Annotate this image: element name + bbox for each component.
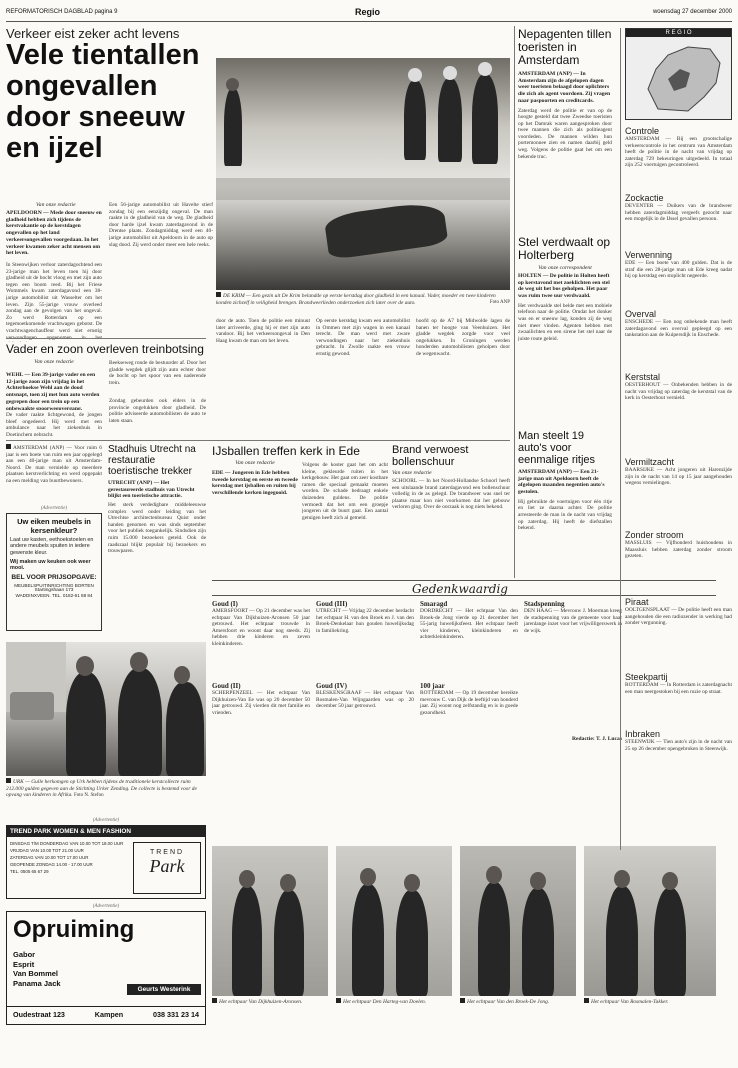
brand-3: Panama Jack [13,978,61,988]
holterberg-headline: Stel verdwaalt op Holterberg [518,235,611,262]
nepagenten-article [518,28,612,228]
main-body-5: door de auto. Toen de politie een minuut later arriveerde, ging hij er met zijn auto vandoor. Bij het verkeersongeval in Den Haag kwam de man om het leven. [216,318,310,344]
ad-meubels-text: Laat uw kasten, eethoekstoelen en andere meubels spuiten in iedere gewenste kleur. [10,537,94,556]
sidebar-item-title: Overval [625,309,657,319]
couple-photo-2 [336,846,452,996]
trendpark-logo-top: TREND [149,849,185,856]
sidebar-item [625,372,732,454]
ad-meubels-subtitle: Wij maken uw keuken ook weer mooi. [10,559,91,572]
photo-credit: Foto ANP [489,299,510,305]
brand-2: Van Bommel [13,969,59,978]
geurts-logo: Geurts Westerink [127,984,201,995]
main-article [6,26,510,386]
sidebar-item-text: OOLTGENSPLAAT — De politie heeft een man aangehouden die een radiozender in werking had zonder vergunning. [625,607,732,627]
couple-photo-3 [460,846,576,996]
nepagenten-headline: Nepagenten tillen toeristen in Amsterdam [518,27,612,67]
sidebar-item-text: MASSLUIS — Vijfhonderd huishoudens in Maassluis hebben zaterdag zonder stroom gezeten. [625,540,732,560]
sidebar-item-text: OESTERHOUT — Onbekenden hebben in de nacht van vrijdag op zaterdag de kerststal van de kerk in Oesterhout vernield. [625,382,732,402]
train-headline: Vader en zoon overleven treinbotsing [6,342,204,356]
gedenk-item-2-text: UTRECHT — Vrijdag 22 december herdacht het echtpaar H. van den Broek en J. van den Broek-Denkelaar hun gouden huwelijksdag in familiekring. [316,608,414,634]
ad-meubels-company: MEUBELSPUITINRICHTING BORTEN [14,583,94,589]
gedenk-item-6-text: DEN HAAG — Mevrouw J. Moerman kreeg de stadspenning van de gemeente voor haar jarenlange inzet voor het vrijwilligerswerk in de wijk. [524,608,622,634]
couple-caption-4: Het echtpaar Van Rosmalen-Takker. [584,998,716,1006]
train-body-1: De vader raakte lichtgewond, de jongen bleef ongedeerd. Hij werd met een ambulance naar het ziekenhuis in Doetinchem gebracht. [6,412,102,436]
section-title: Regio [355,7,381,17]
ad-meubels-call: BEL VOOR PRIJSOPGAVE: [11,574,97,582]
ijsballen-headline: IJsballen treffen kerk in Ede [212,444,360,458]
sidebar-item-title: Verwenning [625,250,673,260]
sidebar-item-title: Controle [625,126,660,136]
photo-caption: DE KRIM — Een gezin uit De Krim belandde op eerste kerstdag door gladheid in een kanaal. Vader, moeder en twee kinderen konden zichzelf in veiligheid brengen. Brandweerlieden onderzoeken zich later over de auto. Foto ANP [216,293,510,306]
sidebar-item [625,672,732,726]
sidebar-item-text: STEENWIJK — Tien auto's zijn in de nacht van 25 op 26 december opengebroken in Steenwijk. [625,739,732,752]
gedenk-item-5-text: ROTTERDAM — Op 19 december bereikte mevrouw C. van Dijk de leeftijd van honderd jaar. Zij woont nog zelfstandig en is in goede gezondheid. [420,690,518,716]
gedenk-col-4 [524,600,622,840]
holterberg-lead: HOLTEN — De politie in Holten heeft op kerstavond met zoeklichten een stel de weg uit het bos geholpen. Het paar was ruim twee uur verdwaald. [518,273,610,300]
byline: Van onze redactie [36,202,76,208]
gedenk-credit: Redactie: T. J. Lucas [572,736,622,742]
ijsballen-lead: EDE — Jongeren in Ede hebben tweede kerstdag en eerste en tweede kerstdag met ijsballen en ruiten bij verschillende kerken ingegooid. [212,470,298,497]
sidebar-item-text: BAARSIJKE — Acht jongeren uit Harenzijde zijn in de nacht van 14 op 15 jaar aangehouden wegens vernielingen. [625,467,732,487]
sidebar-item [625,457,732,527]
ad-meubels-address: Startingshaan 173 [34,588,74,594]
masthead [6,6,732,22]
holterberg-body: Het verdwaalde stel belde met een mobiele telefoon naar de politie. Omdat het donker was en er sneeuw lag, konden zij de weg niet meer vinden. Agenten hebben met zwaailichten en een sirene het stel naar de juiste route geleid. [518,302,612,342]
stadhuis-headline: Stadhuis Utrecht na restauratie toeristische trekker [108,444,196,477]
gedenk-item-6-title: Stadspenning [524,600,565,608]
main-body-2: Een 56-jarige automobilist uit Havelte stierf zondag bij een eenzijdig ongeval. De man raakte in de gladheid van de weg. De gladheid door harde ijzel kwam zaterdagavond in de Drentse plaats. Zondagmiddag werd een 40-jarige automobilist uit Apeldoorn in de auto op slag dood. Zij werd onder meer een hele reeks. [109,202,213,248]
sidebar-item [625,250,732,306]
couple-photo-4 [584,846,716,996]
autos-headline: Man steelt 19 auto's voor eenmalige ritjes [518,430,596,466]
ad-opruiming-title: Opruiming [13,916,135,943]
gedenk-item-3-title: Goud (IV) [316,682,347,690]
train-byline: Van onze redactie [34,359,74,365]
ad-trendpark-title: TREND PARK WOMEN & MEN FASHION [7,826,205,837]
gedenk-item-4-text: DORDRECHT — Het echtpaar Van den Broek-de Jong vierde op 21 december het 55-jarig huwelijksfeest. Het echtpaar heeft vier kinderen, kleinkinderen en achterkleinkinderen. [420,608,518,641]
main-body-1: In Steenwijken verloor zaterdagochtend een 23-jarige man het leven toen hij door gladheid uit de bocht vloog en met zijn auto tegen een boom reed. Bij het Friese Wommels kwam zaterdagavond een 38-jarige automobilist uit Wasselter om het leven. Zijn 55-jarige vrouw overleed zondag aan de gevolgen van het ongeval. Zo werd Rotterdam op een tegemoetkomende vrachtwagen gebotst. De vrachtwagenchauffeur werd niet ernstig [6,262,102,334]
sidebar-item [625,126,732,190]
gedenk-item-0-text: AMERSFOORT — Op 21 december was het echtpaar Van Dijkhuizen-Aronsen 50 jaar getrouwd. Het echtpaar trouwde in Amersfoort en woont daar nog steeds. Zij hebben drie kinderen en zeven kleinkinderen. [212,608,310,647]
sidebar-item [625,530,732,594]
issue-date: woensdag 27 december 2000 [652,9,732,15]
train-body-2: Beekseweg ronde de bestuurder af. Door het gladde wegdek glijdt zijn auto echter door de bocht op het spoor van een naderende trein. [109,360,206,386]
autos-lead: AMSTERDAM (ANP) — Een 21-jarige man uit Apeldoorn heeft de afgelopen maanden negentien auto's gestolen. [518,469,605,496]
urk-caption: URK — Gulle herkomgen op Urk hebben tijdens de traditionele kerstcollecte ruim 212.000 gulden gegeven aan de Stichting Urker Zending. De collecte is bestemd voor de opvang van kinderen in Afrika. Foto N. Stefon [6,779,197,798]
brand-0: Gabor [13,950,36,959]
gedenk-item-3-text: BLESKENSGRAAF — Het echtpaar Van Rosmalen-Van Wijngaarden was op 20 december 50 jaar getrouwd. [316,690,414,710]
regio-banner [625,28,732,120]
sidebar-item [625,193,732,247]
sidebar-item-title: Zockactie [625,193,664,203]
trendpark-logo [133,842,201,894]
brand-1: Esprit [13,959,35,969]
sidebar-item-title: Kerststal [625,372,661,382]
couple-caption-1: Het echtpaar Van Dijkhuizen-Aronsen. [212,998,328,1006]
gedenk-item-5-title: 100 jaar [420,682,445,690]
stadhuis-article [108,444,206,584]
urk-photo [6,642,206,776]
ijsballen-article [212,444,388,579]
sidebar-item-title: Vermiltzacht [625,457,675,467]
brand-body: SCHOORL — In het Noord-Hollandse Schoorl heeft een uitslaande brand zaterdagavond een bollenschuur volledig in de as gelegd. De brandweer was snel ter plaatse maar kon niet voorkomen dat het gebouw verloren ging. Over de oorzaak is nog niets bekend. [392,478,510,511]
left-brief: AMSTERDAM (ANP) — Voor ruim 6 jaar is een boete van ruim een jaar opgelegd aan een 40-jarige man uit Amsterdam-Noord. De man vernielde op meerdere plaatsen kerstverlichting en werd opgepakt na een melding van buurtbewoners. [6,445,102,484]
ad-address: Oudestraat 123 [13,1010,65,1019]
ad-trendpark-hours-1: VRIJDAG VAN 10.00 TOT 21.00 UUR [10,848,84,853]
paper-name: REFORMATORISCH DAGBLAD pagina 9 [6,9,118,15]
ad-opruiming[interactable] [6,904,206,1026]
main-body-6: Op eerste kerstdag kwam een automobilist in Ommen met zijn wagen in een kanaal terecht. De man werd met zware verwondingen naar het ziekenhuis gebracht. In Zwolle raakte een vrouw ernstig gewond. [316,318,410,357]
gedenkwaardig-title: Gedenkwaardig [412,582,508,596]
gedenk-col-1 [212,600,310,840]
gedenk-col-3 [420,600,518,840]
sidebar-item-text: AMSTERDAM — Bij een grootschalige verkeerscontrole in het centrum van Amsterdam heeft de politie in de nacht van vrijdag op zaterdag 729 bekeuringen uitgedeeld. In totaal zijn 252 voertuigen gecontroleerd. [625,136,732,169]
nepagenten-body: Zaterdag werd de politie er van op de hoogte gesteld dat twee Zweedse toeristen op het Damrak waren aangesproken door twee mannen die zich als politieagent voordeden. De mannen wilden hun portemonnee zien en namen daarbij geld weg. Volgens de politie gaat het om een bekende truc. [518,107,612,160]
nepagenten-lead: AMSTERDAM (ANP) — In Amsterdam zijn de afgelopen dagen weer toeristen belaagd door oplichters die zich als agent voordoen. Zij vragen naar paspoorten en creditcards. [518,71,611,104]
brand-headline: Brand verwoest bollenschuur [392,444,469,468]
sidebar-item-title: Piraat [625,597,649,607]
ad-label: (Advertentie) [40,506,68,511]
holterberg-article [518,236,612,426]
sidebar-item-text: DEVENTER — Duikers van de brandweer hebben zaterdagmiddag vergeefs gezocht naar een mogelijk in de IJssel gevallen persoon. [625,203,732,223]
couple-caption-2: Het echtpaar Den Harteg-van Doelen. [336,998,452,1006]
train-lead: WEHL — Een 39-jarige vader en een 12-jarige zoon zijn vrijdag in het Achterhoekse Wehl aan de dood ontsnapt, toen zij met hun auto werden gegrepen door een trein op een onbewaakte spoorwegovergang. [6,372,100,410]
crash-photo [216,58,510,290]
ad-meubels-city: WADDINXVEEN. TEL. 0182-61 88 84 [15,593,93,599]
kicker: Verkeer eist zeker acht levens [6,26,180,41]
gedenk-col-2 [316,600,414,840]
netherlands-map-icon [628,39,734,119]
ad-trendpark-hours-0: DINSDAG T/M DONDERDAG VAN 10.00 TOT 18.00 UUR [10,841,124,846]
sidebar-item-text: ROTTERDAM — In Rotterdam is zaterdagnacht een man neergestoken bij een ruzie op straat. [625,682,732,695]
sidebar-item-text: EDE — Een boete van 400 gulden. Dat is de straf die een 28-jarige man uit Ede kreeg nadat hij op kerstdag een stoplicht negeerde. [625,260,732,280]
ad-city: Kampen [94,1010,124,1019]
regio-sidebar [620,28,732,850]
sidebar-item-title: Steekpartij [625,672,668,682]
sidebar-list [625,126,732,787]
urk-credit: Foto N. Stefon [73,793,104,798]
brand-article [392,444,510,579]
main-headline: Vele tientallen ongevallen door sneeuw en ijzel [6,39,200,164]
sidebar-item [625,729,732,787]
ad-trendpark-hours-4: TEL. 0505 65 67 29 [10,869,49,874]
sidebar-item-title: Inbraken [625,729,661,739]
sidebar-item-text: ENSCHEDE — Een nog onbekende man heeft zaterdagavond een overval gepleegd op een tankstation aan de Kuipersdijk in Enschede. [625,319,732,339]
couple-photo-1 [212,846,328,996]
trendpark-logo-bottom: Park [149,856,185,876]
main-body-7: hoofd op de A7 bij Midwolde lagen de banen ter hoogte van Veenhuizen. Het gladde wegdek zorgde voor veel ongelukken. In Groningen werden honderden automobilisten geholpen door de wegenwacht. [416,318,510,357]
sidebar-item [625,309,732,369]
regio-banner-label: R E G I O [626,29,731,37]
stadhuis-lead: UTRECHT (ANP) — Het gerestaureerde stadhuis van Utrecht blijkt een toeristische attractie. [108,480,195,500]
ad-trendpark-hours-3: GEOPENDE ZONDAG 14.00 - 17.00 UUR [10,862,93,867]
gedenk-item-2-title: Goud (III) [316,600,348,608]
gedenk-item-0-title: Goud (I) [212,600,238,608]
autos-body: Hij gebruikte de voertuigen voor één ritje en liet ze daarna achter. De politie arresteerde de man in de nacht van vrijdag op zaterdag. Hij heeft de diefstallen bekend. [518,498,612,532]
stadhuis-body: Het sterk verdedigbare middeleeuwse complex werd onder leiding van het Utrechtse architectenbureau Quist onder handen genomen en was sinds september voor het publiek toegankelijk. Sindsdien zijn ruim 15.000 bezoekers geteld. Ook de raadszaal blijkt populair bij bezoekers en trouwparen. [108,502,206,555]
ad-phone: 038 331 23 14 [153,1010,199,1019]
ijsballen-body: Volgens de koster gaat het om acht kleine, gekleurde ruiten in het kerkgebouw. Het gaat om zeer kostbare ramen die speciaal gemaakt moeten worden. De schade bedraagt enkele duizenden guldens. De politie vermoedt dat het om een groepje jongeren uit de buurt gaat. Een aantal getuigen heeft zich al gemeld. [302,462,388,521]
gedenk-item-1-title: Goud (II) [212,682,241,690]
ad-trendpark-hours-2: ZATERDAG VAN 10.00 TOT 17.00 UUR [10,855,89,860]
ijsballen-byline: Van onze redactie [235,460,275,466]
main-lead: APELDOORN — Mede door sneeuw en gladheid hebben zich tijdens de kerstvakantie op de kerstdagen ongevallen op het land verkeersongevallen voorgedaan. In het verkeer kwamen zeker acht mensen om het leven. [6,210,102,257]
train-body-3: Zondag gebeurden ook elders in de provincie ongelukken door gladheid. De politie adviseerde automobilisten de auto te laten staan. [109,398,206,424]
sidebar-item-title: Zonder stroom [625,530,684,540]
ad-trendpark[interactable] [6,818,206,900]
autos-article [518,430,612,580]
couple-caption-3: Het echtpaar Van den Broek-De Jong. [460,998,576,1006]
ad-trendpark-label: (Advertentie) [92,818,120,823]
brand-byline: Van onze redactie [392,470,432,476]
ad-meubels-title: Uw eiken meubels in kersenkleur? [17,517,91,535]
ad-opruiming-label: (Advertentie) [92,904,120,909]
gedenk-item-4-title: Smaragd [420,600,448,608]
gedenk-item-1-text: SCHERPENZEEL — Het echtpaar Van Dijkhuizen-Van Ee was op 20 december 50 jaar getrouwd. Zij vierden dit met familie en vrienden. [212,690,310,716]
ad-meubels[interactable] [6,506,102,636]
train-article [6,342,206,437]
sidebar-item [625,597,732,669]
holterberg-byline: Van onze correspondent [538,265,592,271]
